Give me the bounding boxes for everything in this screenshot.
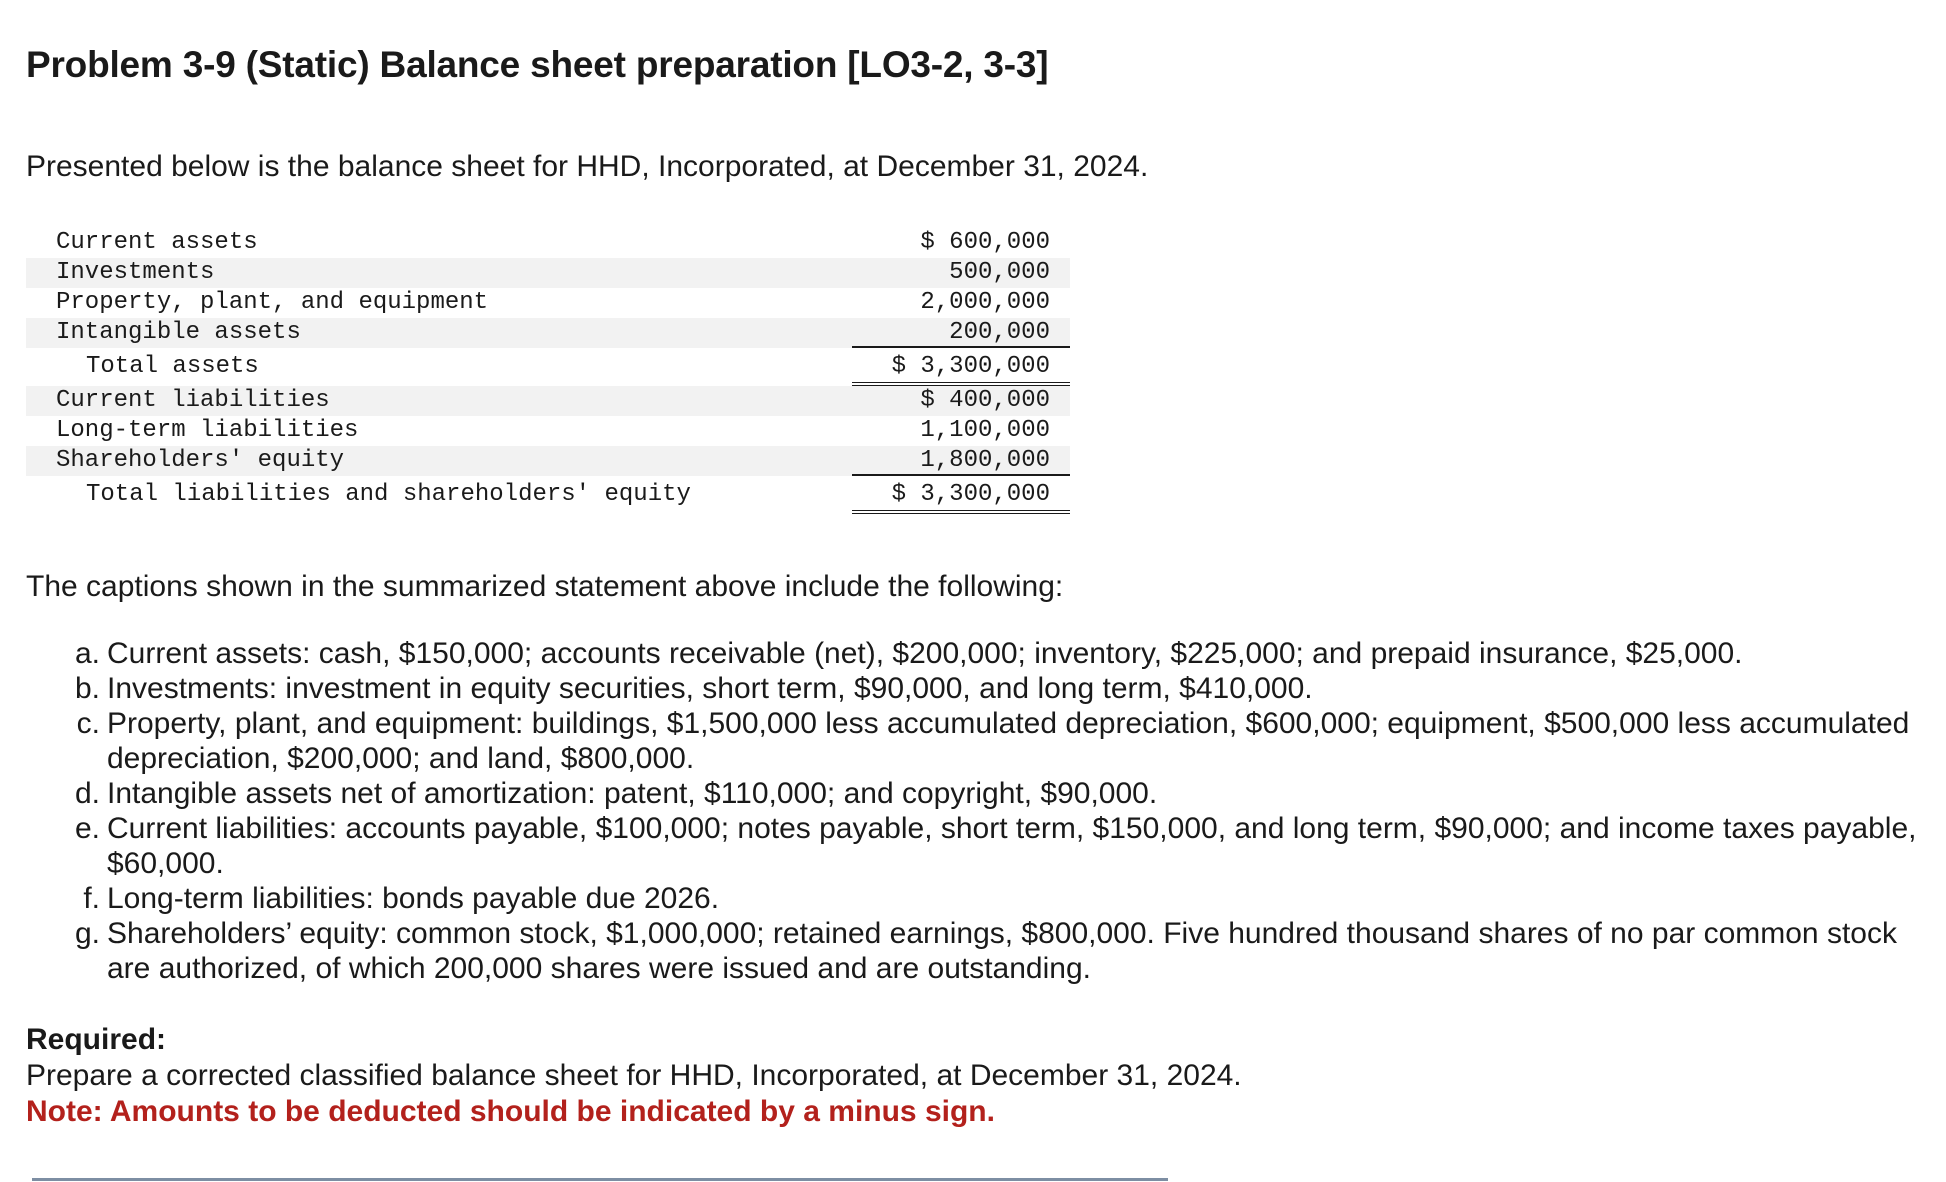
total-amount: $ 3,300,000 <box>852 348 1070 386</box>
row-label: Shareholders' equity <box>56 447 345 474</box>
balance-sheet-row <box>26 258 1070 288</box>
list-marker: c. <box>76 707 100 740</box>
list-item <box>66 706 1926 776</box>
total-amount: $ 3,300,000 <box>852 476 1070 514</box>
balance-sheet-total-row <box>26 476 1070 514</box>
list-marker: f. <box>83 882 100 915</box>
row-amount: 1,100,000 <box>920 417 1050 444</box>
balance-sheet-row <box>26 318 1070 348</box>
list-item <box>66 671 1926 706</box>
row-amount: 200,000 <box>852 318 1070 348</box>
list-item-text: Property, plant, and equipment: buildings, $1,500,000 less accumulated depreciation, $600,000; equipment, $500,000 less accumulated depreciation, $200,000; and land, $800,000. <box>107 707 1910 775</box>
row-label: Long-term liabilities <box>56 417 359 444</box>
list-item <box>66 881 1926 916</box>
row-amount: 2,000,000 <box>920 289 1050 316</box>
list-item-text: Investments: investment in equity securities, short term, $90,000, and long term, $410,000. <box>107 672 1313 705</box>
row-label: Investments <box>56 259 215 286</box>
required-section <box>26 1022 1242 1130</box>
required-heading: Required: <box>26 1023 167 1056</box>
list-item-text: Current liabilities: accounts payable, $100,000; notes payable, short term, $150,000, and long term, $90,000; and income taxes payable, $60,000. <box>107 812 1917 880</box>
row-label: Intangible assets <box>56 319 301 346</box>
note-text: Note: Amounts to be deducted should be indicated by a minus sign. <box>26 1095 995 1128</box>
section-divider <box>32 1178 1168 1181</box>
total-label: Total assets <box>86 353 259 380</box>
balance-sheet-row <box>26 386 1070 416</box>
row-amount: $ 400,000 <box>920 387 1050 414</box>
balance-sheet-row <box>26 446 1070 476</box>
balance-sheet-table <box>26 228 1070 514</box>
list-item-text: Current assets: cash, $150,000; accounts receivable (net), $200,000; inventory, $225,000; and prepaid insurance, $25,000. <box>107 637 1743 670</box>
list-marker: a. <box>74 637 100 670</box>
list-item-text: Long-term liabilities: bonds payable due 2026. <box>107 882 720 915</box>
list-marker: g. <box>74 917 100 950</box>
row-label: Current assets <box>56 229 258 256</box>
row-amount: 500,000 <box>949 259 1050 286</box>
list-marker: e. <box>74 812 100 845</box>
list-item-text: Shareholders’ equity: common stock, $1,000,000; retained earnings, $800,000. Five hundred thousand shares of no par common stock are authorized, of which 200,000 shares were issued and are outstanding. <box>107 917 1897 985</box>
balance-sheet-total-row <box>26 348 1070 386</box>
intro-text: Presented below is the balance sheet for HHD, Incorporated, at December 31, 2024. <box>26 150 1149 183</box>
list-marker: d. <box>74 777 100 810</box>
required-instruction: Prepare a corrected classified balance sheet for HHD, Incorporated, at December 31, 2024. <box>26 1059 1242 1092</box>
list-item <box>66 916 1926 986</box>
row-label: Property, plant, and equipment <box>56 289 489 316</box>
list-marker: b. <box>74 672 100 705</box>
balance-sheet-row <box>26 416 1070 446</box>
row-amount: 1,800,000 <box>852 446 1070 476</box>
total-label: Total liabilities and shareholders' equity <box>86 481 691 508</box>
balance-sheet-row <box>26 228 1070 258</box>
list-item <box>66 636 1926 671</box>
list-item <box>66 811 1926 881</box>
captions-intro: The captions shown in the summarized statement above include the following: <box>26 570 1064 603</box>
row-label: Current liabilities <box>56 387 330 414</box>
list-item <box>66 776 1926 811</box>
page-title: Problem 3-9 (Static) Balance sheet preparation [LO3-2, 3-3] <box>26 44 1049 85</box>
list-item-text: Intangible assets net of amortization: patent, $110,000; and copyright, $90,000. <box>107 777 1158 810</box>
row-amount: $ 600,000 <box>920 229 1050 256</box>
balance-sheet-row <box>26 288 1070 318</box>
caption-list <box>66 636 1926 986</box>
